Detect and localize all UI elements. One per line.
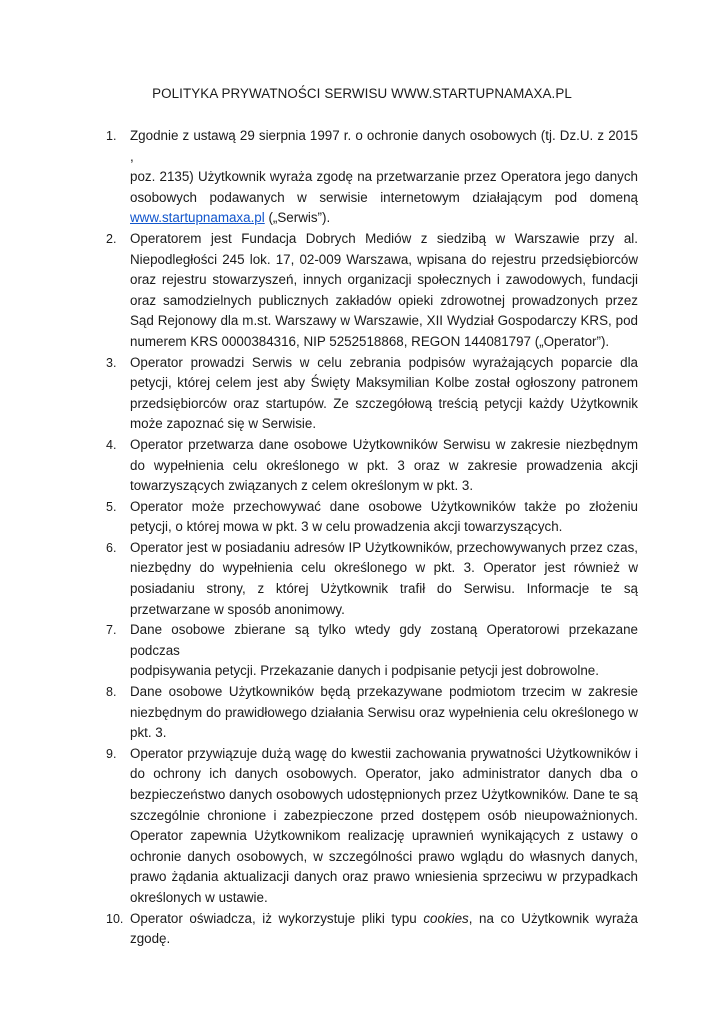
policy-item — [0, 353, 724, 435]
policy-item — [0, 497, 724, 538]
item-text — [130, 744, 638, 909]
item-text — [130, 229, 638, 353]
text-line: może zapoznać się w Serwisie. — [130, 416, 317, 432]
item-text — [130, 620, 638, 682]
text-line: oraz samodzielnych publicznych zakładów opieki zdrowotnej prowadzonych przez — [130, 292, 638, 308]
item-number: 5. — [106, 499, 117, 514]
text-line: niezbędnym do prawidłowego działania Serwisu oraz wypełnienia celu określonego w — [130, 704, 638, 720]
text-line: Niepodległości 245 lok. 17, 02-009 Warszawa, wpisana do rejestru przedsiębiorców — [130, 251, 638, 267]
text-line: do ochrony ich danych osobowych. Operator, jako administrator danych dba o — [130, 766, 638, 782]
item-text — [130, 353, 638, 435]
item-number: 9. — [106, 746, 117, 761]
policy-item — [0, 909, 724, 950]
policy-item — [0, 682, 724, 744]
text-line: posiadaniu strony, z której Użytkownik trafił do Serwisu. Informacje te są — [130, 581, 638, 597]
text-line — [130, 208, 638, 229]
text-line: Sąd Rejonowy dla m.st. Warszawy w Warszawie, XII Wydział Gospodarczy KRS, pod — [130, 313, 638, 329]
text-line: Operatorem jest Fundacja Dobrych Mediów z siedzibą w Warszawie przy al. — [130, 230, 638, 246]
text-line: Dane osobowe zbierane są tylko wtedy gdy zostaną Operatorowi przekazane podczas — [130, 622, 638, 658]
item-number: 8. — [106, 685, 117, 700]
text-line: osobowych podawanych w serwisie internetowym działającym pod domeną — [130, 189, 638, 205]
text-line: oraz rejestru stowarzyszeń, innych organizacji społecznych i zawodowych, fundacji — [130, 272, 638, 288]
item-number: 1. — [106, 129, 117, 143]
policy-item — [0, 620, 724, 682]
text-line: numerem KRS 0000384316, NIP 5252518868, REGON 144081797 („Operator”). — [130, 333, 610, 349]
page-title: POLITYKA PRYWATNOŚCI SERWISU WWW.STARTUPNAMAXA.PL — [152, 86, 572, 101]
text-line: niezbędny do wypełnienia celu określonego w pkt. 3. Operator jest również w — [130, 560, 638, 576]
text-line: Operator jest w posiadaniu adresów IP Użytkowników, przechowywanych przez czas, — [130, 539, 638, 555]
text-line: określonych w ustawie. — [130, 889, 268, 905]
item-text — [130, 497, 638, 538]
item-number: 2. — [106, 231, 117, 246]
text-line — [130, 909, 638, 930]
item-text — [130, 126, 638, 229]
item-number: 10. — [106, 911, 124, 926]
text-line: przetwarzane w sposób anonimowy. — [130, 601, 345, 617]
text-line: Operator przetwarza dane osobowe Użytkowników Serwisu w zakresie niezbędnym — [130, 436, 638, 452]
text-line: petycji, której celem jest aby Święty Maksymilian Kolbe został ogłoszony patronem — [130, 375, 638, 391]
text-line: Operator przywiązuje dużą wagę do kwestii zachowania prywatności Użytkowników i — [130, 745, 638, 761]
text-line: Operator prowadzi Serwis w celu zebrania podpisów wyrażających poparcie dla — [130, 354, 638, 370]
text-line: poz. 2135) Użytkownik wyraża zgodę na przetwarzanie przez Operatora jego danych — [130, 169, 638, 185]
website-link[interactable]: www.startupnamaxa.pl — [130, 210, 265, 226]
item-number: 4. — [106, 437, 117, 452]
text-line: pkt. 3. — [130, 725, 167, 741]
text-line: Operator zapewnia Użytkownikom realizację uprawnień wynikających z ustawy o — [130, 828, 638, 844]
text-line: bezpieczeństwo danych osobowych udostępnionych przez Użytkowników. Dane te są — [130, 787, 638, 802]
text-line: Operator może przechowywać dane osobowe Użytkowników także po złożeniu — [130, 498, 638, 514]
text-line: zgodę. — [130, 931, 171, 947]
text-line: petycji, o której mowa w pkt. 3 w celu prowadzenia akcji towarzyszących. — [130, 519, 563, 535]
text-line: podpisywania petycji. Przekazanie danych i podpisanie petycji jest dobrowolne. — [130, 663, 599, 679]
policy-item — [0, 435, 724, 497]
text-line: Dane osobowe Użytkowników będą przekazywane podmiotom trzecim w zakresie — [130, 684, 638, 700]
text-line: ochronie danych osobowych, w szczególności prawo wglądu do własnych danych, — [130, 848, 638, 864]
text-line: przedsiębiorców oraz startupów. Ze szczegółową treścią petycji każdy Użytkownik — [130, 395, 638, 411]
text-fragment: , na co Użytkownik wyraża — [468, 910, 638, 926]
item-number: 3. — [106, 355, 117, 370]
text-line: Zgodnie z ustawą 29 sierpnia 1997 r. o ochronie danych osobowych (tj. Dz.U. z 2015 , — [130, 128, 638, 164]
item-number: 7. — [106, 623, 117, 638]
policy-item — [0, 229, 724, 353]
item-text — [130, 909, 638, 950]
item-number: 6. — [106, 540, 117, 555]
policy-item — [0, 126, 724, 229]
policy-item — [0, 538, 724, 620]
item-text — [130, 435, 638, 497]
text-line: szczególnie chronione i zabezpieczone przed dostępem osób nieupoważnionych. — [130, 807, 638, 823]
item-text — [130, 538, 638, 620]
policy-list — [0, 126, 724, 950]
emphasis-text: cookies — [423, 910, 469, 926]
item-text — [130, 682, 638, 744]
text-fragment: („Serwis”). — [264, 210, 331, 226]
text-line: do wypełnienia celu określonego w pkt. 3 oraz w zakresie prowadzenia akcji — [130, 457, 638, 473]
text-fragment: Operator oświadcza, iż wykorzystuje pliki typu — [130, 910, 424, 926]
policy-item — [0, 744, 724, 909]
text-line: prawo żądania aktualizacji danych oraz prawo wniesienia sprzeciwu w przypadkach — [130, 869, 638, 885]
text-line: towarzyszących związanych z celem określonym w pkt. 3. — [130, 478, 474, 494]
